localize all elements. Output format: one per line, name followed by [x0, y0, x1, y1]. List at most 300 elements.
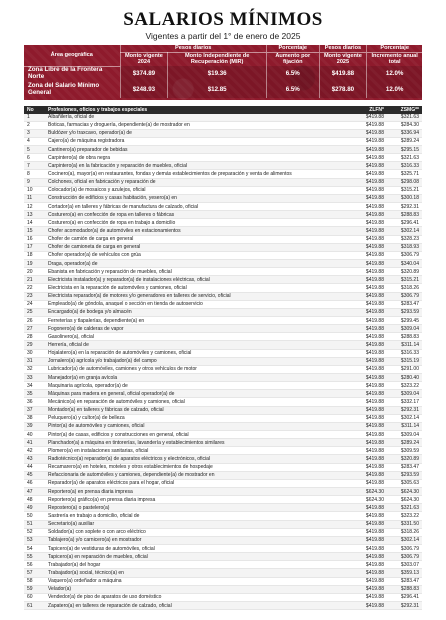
table-row: [24, 301, 422, 309]
row-no: 31: [27, 358, 33, 365]
row-zsmg: $306.79: [400, 545, 419, 552]
row-no: 25: [27, 309, 33, 316]
row-zlfn: $419.88: [365, 447, 384, 454]
row-zsmg: $300.18: [400, 195, 419, 202]
row-no: 7: [27, 162, 30, 169]
row-zsmg: $309.04: [400, 325, 419, 332]
row-zlfn: $419.88: [365, 187, 384, 194]
col-area: Área geográfica: [24, 45, 120, 66]
row-monto-2024: $248.93: [120, 82, 168, 98]
table-row: [24, 162, 422, 170]
row-occupation: Draga, operador(a) de: [48, 260, 98, 267]
row-zlfn: $419.88: [365, 480, 384, 487]
row-mir: $12.85: [168, 82, 267, 98]
row-occupation: Chofer operador(a) de vehículos con grúa: [48, 252, 141, 259]
table-row: [24, 455, 422, 463]
row-occupation: Soldador(a) con soplete o con arco eléctrico: [48, 529, 146, 536]
row-zlfn: $419.88: [365, 285, 384, 292]
row-no: 61: [27, 602, 33, 609]
row-occupation: Peluquero(a) y cultor(a) de belleza: [48, 415, 125, 422]
row-no: 36: [27, 398, 33, 405]
row-aumento: 6.5%: [266, 66, 319, 82]
row-occupation: Cantinero(a) preparador de bebidas: [48, 146, 128, 153]
table-row: [24, 252, 422, 260]
row-occupation: Herrería, oficial de: [48, 342, 89, 348]
row-no: 2: [27, 122, 30, 129]
row-occupation: Electricista en la reparación de automóviles y camiones, oficial: [48, 285, 187, 292]
row-no: 50: [27, 512, 33, 519]
row-no: 32: [27, 366, 33, 373]
row-no: 48: [27, 496, 33, 503]
row-zsmg: $331.50: [400, 521, 419, 528]
row-zlfn: $419.88: [365, 374, 384, 381]
table-row: [24, 146, 422, 154]
row-zlfn: $419.88: [365, 358, 384, 365]
page-subtitle: Vigentes a partir del 1° de enero de 2025: [145, 31, 301, 41]
row-zlfn: $419.88: [365, 569, 384, 576]
row-zsmg: $302.14: [400, 228, 419, 235]
row-occupation: Plomero(a) en instalaciones sanitarias, oficial: [48, 447, 149, 454]
row-zsmg: $296.41: [400, 219, 419, 226]
table-row: [24, 512, 422, 520]
row-occupation: Chofer de camioneta de carga en general: [48, 244, 141, 251]
table-row: [24, 179, 422, 187]
row-zsmg: $306.79: [400, 293, 419, 300]
row-no: 4: [27, 138, 30, 145]
table-row: [24, 439, 422, 447]
table-row: [24, 284, 422, 292]
row-zsmg: $321.63: [400, 114, 419, 121]
occupation-rows: [24, 114, 422, 611]
row-occupation: Electricista reparador(a) de motores y/o generadores en talleres de servicio, oficial: [48, 293, 231, 300]
row-no: 52: [27, 529, 33, 536]
row-no: 58: [27, 578, 33, 585]
row-zsmg: $624.30: [400, 488, 419, 495]
table-row: [24, 602, 422, 610]
col-monto-2025: Monto vigente 2025: [319, 52, 367, 66]
row-zsmg: $315.21: [400, 187, 419, 194]
col-mir: Monto Independiente de Recuperación (MIR): [168, 52, 267, 66]
row-occupation: Boticas, farmacias y droguería, dependiente(a) de mostrador en: [48, 122, 190, 129]
table-row: [24, 366, 422, 374]
col-monto-2024: Monto vigente 2024: [120, 52, 168, 66]
table-row: [24, 122, 422, 130]
row-occupation: Trabajador(a) social, técnico(a) en: [48, 569, 124, 576]
row-occupation: Radiotécnico(a) reparador(a) de aparatos eléctricos y electrónicos, oficial: [48, 455, 211, 462]
row-zlfn: $419.88: [365, 195, 384, 202]
row-occupation: Maquinaria agrícola, operador(a) de: [48, 382, 128, 389]
table-row: [24, 569, 422, 577]
row-zsmg: $316.33: [400, 350, 419, 357]
row-no: 30: [27, 350, 33, 357]
row-no: 14: [27, 219, 33, 226]
table-row: [24, 586, 422, 594]
table-row: [24, 398, 422, 406]
row-zsmg: $318.26: [400, 529, 419, 536]
row-zsmg: $321.63: [400, 504, 419, 511]
row-zlfn: $419.88: [365, 350, 384, 357]
row-no: 43: [27, 455, 33, 462]
row-mir: $19.36: [168, 66, 267, 82]
row-no: 41: [27, 439, 33, 446]
table-row: [24, 276, 422, 284]
table-row: [24, 227, 422, 235]
table-row: [24, 480, 422, 488]
row-zlfn: $419.88: [365, 382, 384, 389]
row-zsmg: $320.89: [400, 268, 419, 275]
row-zlfn: $419.88: [365, 407, 384, 414]
row-occupation: Costurero(a) en confección de ropa en trabajo a domicilio: [48, 219, 176, 226]
row-zlfn: $419.88: [365, 529, 384, 536]
header-zlfn: ZLFN*: [369, 106, 384, 113]
row-zlfn: $419.88: [365, 464, 384, 471]
row-zlfn: $419.88: [365, 561, 384, 568]
table-row: [24, 488, 422, 496]
row-zlfn: $419.88: [365, 439, 384, 446]
row-zsmg: $303.07: [400, 561, 419, 568]
row-zlfn: $419.88: [365, 154, 384, 161]
row-no: 5: [27, 146, 30, 153]
row-zlfn: $419.88: [365, 268, 384, 275]
row-zlfn: $419.88: [365, 219, 384, 226]
header-occupation: Profesiones, oficios y trabajos especiales: [48, 106, 148, 113]
row-zsmg: $298.08: [400, 179, 419, 186]
summary-panel: [24, 45, 422, 100]
header-no: No: [27, 106, 34, 113]
row-zlfn: $419.88: [365, 130, 384, 137]
table-row: [24, 578, 422, 586]
group-pesos-diarios-1: Pesos diarios: [120, 45, 266, 52]
row-occupation: Reportero(a) gráfico(a) en prensa diaria impresa: [48, 496, 156, 503]
row-occupation: Cortador(a) en talleres y fábricas de manufactura de calzado, oficial: [48, 203, 199, 210]
row-area: Zona del Salario Mínimo General: [28, 82, 100, 96]
row-zsmg: $284.30: [400, 122, 419, 129]
row-zsmg: $288.83: [400, 211, 419, 218]
row-zlfn: $419.88: [365, 146, 384, 153]
group-porcentaje-1: Porcentaje: [266, 45, 319, 52]
table-row: [24, 358, 422, 366]
table-row: [24, 341, 422, 349]
table-row: [24, 130, 422, 138]
row-no: 15: [27, 228, 33, 235]
row-no: 40: [27, 431, 33, 438]
row-no: 12: [27, 203, 33, 210]
row-zlfn: $419.88: [365, 537, 384, 544]
row-no: 18: [27, 252, 33, 259]
row-occupation: Tapicero(a) de vestiduras de automóviles, oficial: [48, 545, 155, 552]
table-row: [24, 219, 422, 227]
row-no: 1: [27, 114, 30, 121]
table-row: [24, 309, 422, 317]
row-zlfn: $419.88: [365, 342, 384, 348]
row-occupation: Empleado(a) de góndola, anaquel o sección en tienda de autoservicio: [48, 301, 203, 308]
group-porcentaje-2: Porcentaje: [367, 45, 422, 52]
table-row: [24, 170, 422, 178]
row-zlfn: $419.88: [365, 309, 384, 316]
row-occupation: Construcción de edificios y casas habitación, yesero(a) en: [48, 195, 177, 202]
row-zsmg: $316.33: [400, 162, 419, 169]
table-row: [24, 317, 422, 325]
row-no: 23: [27, 293, 33, 300]
row-no: 27: [27, 325, 33, 332]
row-no: 10: [27, 187, 33, 194]
group-pesos-diarios-2: Pesos diarios: [319, 45, 367, 52]
row-occupation: Trabajador(a) del hogar: [48, 561, 101, 568]
row-zsmg: $315.19: [400, 358, 419, 365]
row-zsmg: $289.24: [400, 138, 419, 145]
row-occupation: Cocinero(a), mayor(a) en restaurantes, fondas y demás establecimientos de preparación y venta de alimentos: [48, 171, 292, 178]
row-zlfn: $419.88: [365, 504, 384, 511]
row-zlfn: $419.88: [365, 594, 384, 601]
row-zsmg: $318.93: [400, 244, 419, 251]
table-row: [24, 374, 422, 382]
row-no: 29: [27, 342, 33, 348]
table-row: [24, 553, 422, 561]
row-no: 16: [27, 236, 33, 243]
row-occupation: Pintor(a) de casas, edificios y construcciones en general, oficial: [48, 431, 189, 438]
row-incremento: 12.0%: [367, 82, 422, 98]
table-row: [24, 472, 422, 480]
row-occupation: Colchones, oficial en fabricación y reparación de: [48, 179, 156, 186]
row-zsmg: $289.24: [400, 439, 419, 446]
row-no: 13: [27, 211, 33, 218]
table-row: [24, 382, 422, 390]
row-zlfn: $419.88: [365, 366, 384, 373]
row-zsmg: $309.04: [400, 431, 419, 438]
row-zsmg: $293.59: [400, 309, 419, 316]
row-no: 26: [27, 317, 33, 324]
row-zsmg: $311.14: [401, 342, 419, 348]
row-no: 6: [27, 154, 30, 161]
row-zlfn: $419.88: [365, 472, 384, 479]
row-monto-2025: $419.88: [319, 66, 367, 82]
table-row: [24, 325, 422, 333]
row-no: 17: [27, 244, 33, 251]
table-row: [24, 268, 422, 276]
row-occupation: Planchador(a) a máquina en tintorerías, lavandería y establecimientos similares: [48, 439, 225, 446]
row-occupation: Reparador(a) de aparatos eléctricos para el hogar, oficial: [48, 480, 175, 487]
row-zsmg: $299.45: [400, 317, 419, 324]
row-no: 37: [27, 407, 33, 414]
table-row: [24, 244, 422, 252]
table-row: [24, 423, 422, 431]
row-zlfn: $419.88: [365, 512, 384, 519]
summary-row: [24, 66, 422, 82]
table-row: [24, 529, 422, 537]
row-zsmg: $288.83: [400, 333, 419, 340]
row-zlfn: $419.88: [365, 455, 384, 462]
row-occupation: Ferreterías y tlapalerías, dependiente(a) en: [48, 317, 145, 324]
row-no: 33: [27, 374, 33, 381]
table-row: [24, 195, 422, 203]
row-no: 11: [27, 195, 33, 202]
row-zlfn: $419.88: [365, 122, 384, 129]
row-occupation: Costurero(a) en confección de ropa en talleres o fábricas: [48, 211, 175, 218]
row-zlfn: $419.88: [365, 211, 384, 218]
row-area: Zona Libre de la Frontera Norte: [28, 66, 103, 81]
row-incremento: 12.0%: [367, 66, 422, 82]
summary-table: [24, 45, 422, 98]
row-no: 45: [27, 472, 33, 479]
row-zlfn: $419.88: [365, 228, 384, 235]
row-occupation: Tablajero(a) y/o carnicero(a) en mostrador: [48, 537, 142, 544]
table-row: [24, 260, 422, 268]
row-zsmg: $295.15: [400, 146, 419, 153]
row-zsmg: $292.31: [400, 203, 419, 210]
row-no: 21: [27, 276, 33, 283]
row-zsmg: $306.79: [400, 252, 419, 259]
row-occupation: Gasolinero(a), oficial: [48, 333, 94, 340]
row-zsmg: $309.59: [400, 447, 419, 454]
row-occupation: Pintor(a) de automóviles y camiones, oficial: [48, 423, 145, 430]
table-row: [24, 114, 422, 122]
row-occupation: Reportero(a) en prensa diaria impresa: [48, 488, 133, 495]
row-no: 19: [27, 260, 33, 267]
row-occupation: Mecánico(a) en reparación de automóviles y camiones, oficial: [48, 398, 185, 405]
page-title: SALARIOS MÍNIMOS: [123, 9, 323, 30]
table-row: [24, 464, 422, 472]
row-zlfn: $419.88: [365, 301, 384, 308]
row-zlfn: $624.30: [365, 488, 384, 495]
row-zsmg: $292.31: [400, 407, 419, 414]
row-zsmg: $283.47: [400, 301, 419, 308]
row-zsmg: $305.63: [400, 480, 419, 487]
row-zsmg: $325.71: [400, 171, 419, 178]
row-occupation: Lubricador(a) de automóviles, camiones y otros vehículos de motor: [48, 366, 197, 373]
row-no: 35: [27, 390, 33, 397]
row-occupation: Tapicero(a) en reparación de muebles, oficial: [48, 553, 148, 560]
row-zsmg: $359.13: [400, 569, 419, 576]
row-zsmg: $332.17: [400, 398, 419, 405]
row-zlfn: $419.88: [365, 431, 384, 438]
row-no: 51: [27, 521, 33, 528]
table-row: [24, 504, 422, 512]
row-occupation: Vaquero(a) ordeñador a máquina: [48, 578, 122, 585]
row-no: 28: [27, 333, 33, 340]
row-zlfn: $419.88: [365, 162, 384, 169]
row-zsmg: $306.79: [400, 553, 419, 560]
table-row: [24, 187, 422, 195]
row-occupation: Colocador(a) de mosaicos y azulejos, oficial: [48, 187, 146, 194]
row-zsmg: $283.47: [400, 464, 419, 471]
table-row: [24, 521, 422, 529]
row-zlfn: $419.88: [365, 553, 384, 560]
table-row: [24, 154, 422, 162]
row-no: 46: [27, 480, 33, 487]
table-row: [24, 561, 422, 569]
row-occupation: Sastrería en trabajo a domicilio, oficial de: [48, 512, 140, 519]
row-zlfn: $419.88: [365, 602, 384, 609]
row-zsmg: $288.83: [400, 586, 419, 593]
row-zlfn: $419.88: [365, 179, 384, 186]
header-zsmg: ZSMG**: [400, 106, 419, 113]
table-row: [24, 350, 422, 358]
table-row: [24, 390, 422, 398]
row-aumento: 6.5%: [266, 82, 319, 98]
row-zlfn: $419.88: [365, 390, 384, 397]
row-no: 34: [27, 382, 33, 389]
occupation-table: [24, 106, 422, 610]
row-zlfn: $419.88: [365, 260, 384, 267]
row-monto-2024: $374.89: [120, 66, 168, 82]
table-row: [24, 293, 422, 301]
row-occupation: Jornalero(a) agrícola y/o trabajador(a) del campo: [48, 358, 157, 365]
row-occupation: Cajero(a) de máquina registradora: [48, 138, 125, 145]
row-zsmg: $291.00: [400, 366, 419, 373]
row-occupation: Chofer acomodador(a) de automóviles en estacionamientos: [48, 228, 181, 235]
row-occupation: Secretario(a) auxiliar: [48, 521, 95, 528]
row-zsmg: $318.26: [400, 285, 419, 292]
row-no: 39: [27, 423, 33, 430]
row-no: 47: [27, 488, 33, 495]
row-zlfn: $419.88: [365, 114, 384, 121]
row-zlfn: $419.88: [365, 252, 384, 259]
row-zlfn: $419.88: [365, 244, 384, 251]
table-row: [24, 203, 422, 211]
row-occupation: Electricista instalador(a) y reparador(a) de instalaciones eléctricas, oficial: [48, 276, 210, 283]
row-occupation: Chofer de camión de carga en general: [48, 236, 134, 243]
col-incremento: Incremento anual total: [367, 52, 422, 66]
row-no: 55: [27, 553, 33, 560]
row-occupation: Manejador(a) en granja avícola: [48, 374, 118, 381]
row-no: 20: [27, 268, 33, 275]
table-row: [24, 415, 422, 423]
row-no: 57: [27, 569, 33, 576]
row-occupation: Montador(a) en talleres y fábricas de calzado, oficial: [48, 407, 164, 414]
row-zlfn: $419.88: [365, 415, 384, 422]
row-occupation: Velador(a): [48, 586, 72, 593]
row-zlfn: $419.88: [365, 203, 384, 210]
row-zlfn: $419.88: [365, 545, 384, 552]
row-zsmg: $280.40: [400, 374, 419, 381]
row-occupation: Albañilería, oficial de: [48, 114, 95, 121]
row-zsmg: $302.14: [400, 537, 419, 544]
row-zlfn: $419.88: [365, 276, 384, 283]
row-occupation: Hojalatero(a) en la reparación de automóviles y camiones, oficial: [48, 350, 192, 357]
row-zlfn: $419.88: [365, 586, 384, 593]
col-aumento: Aumento por fijación: [266, 52, 319, 66]
row-no: 24: [27, 301, 33, 308]
row-zlfn: $419.88: [365, 325, 384, 332]
row-zsmg: $328.23: [400, 236, 419, 243]
row-zsmg: $321.63: [400, 154, 419, 161]
row-occupation: Refaccionaria de automóviles y camiones, dependiente(a) de mostrador en: [48, 472, 215, 479]
row-zlfn: $419.88: [365, 423, 384, 430]
row-occupation: Vendedor(a) de piso de aparatos de uso doméstico: [48, 594, 162, 601]
row-zsmg: $292.31: [400, 602, 419, 609]
row-zlfn: $419.88: [365, 398, 384, 405]
table-row: [24, 211, 422, 219]
row-no: 3: [27, 130, 30, 137]
row-zsmg: $309.04: [400, 390, 419, 397]
row-zlfn: $419.88: [365, 317, 384, 324]
row-no: 59: [27, 586, 33, 593]
row-zlfn: $419.88: [365, 236, 384, 243]
row-zsmg: $624.30: [400, 496, 419, 503]
row-zsmg: $320.89: [400, 455, 419, 462]
table-row: [24, 496, 422, 504]
row-occupation: Recamarero(a) en hoteles, moteles y otros establecimientos de hospedaje: [48, 464, 213, 471]
table-row: [24, 594, 422, 602]
row-zsmg: $283.47: [400, 578, 419, 585]
row-no: 42: [27, 447, 33, 454]
occupation-table-header: [24, 106, 422, 114]
row-occupation: Buldózer y/o traxcavo, operador(a) de: [48, 130, 132, 137]
row-zsmg: $323.22: [400, 382, 419, 389]
row-zsmg: $293.59: [400, 472, 419, 479]
row-no: 44: [27, 464, 33, 471]
row-zsmg: $323.22: [400, 512, 419, 519]
